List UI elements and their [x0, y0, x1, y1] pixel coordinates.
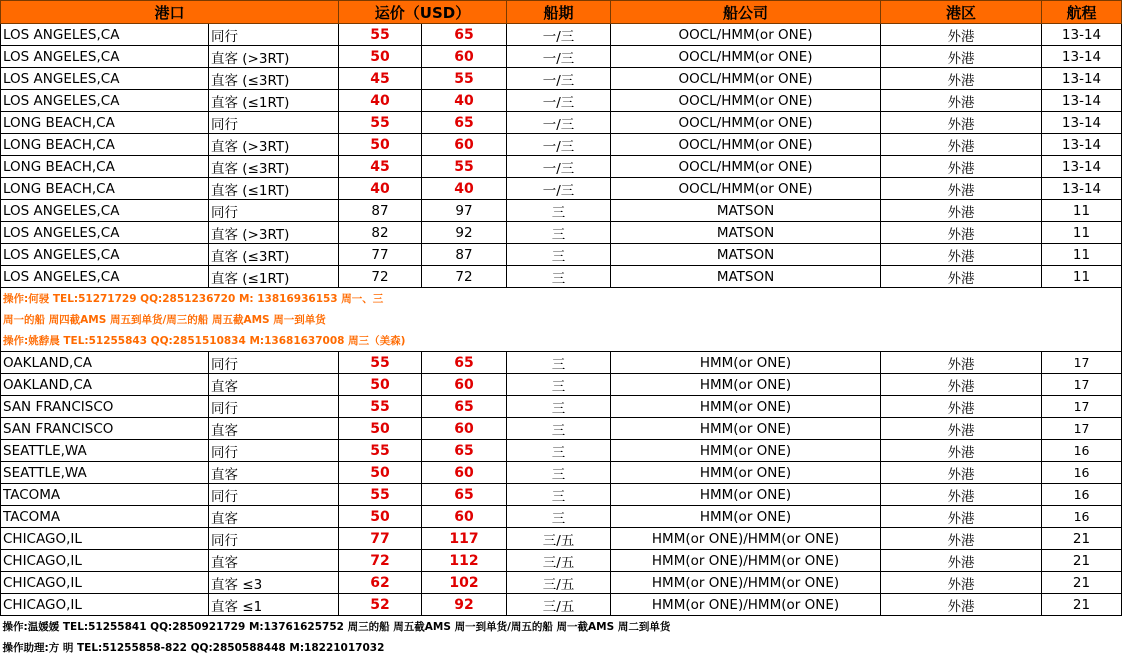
- transit-cell: 13-14: [1042, 90, 1122, 112]
- port-cell: SAN FRANCISCO: [1, 396, 209, 418]
- schedule-cell: 三/五: [507, 572, 611, 594]
- area-cell: 外港: [881, 24, 1042, 46]
- price-1-cell: 45: [339, 156, 422, 178]
- customer-type-cell: 直客 (≤1RT): [209, 178, 339, 200]
- header-freight: 运价（USD）: [339, 1, 507, 24]
- schedule-cell: 三/五: [507, 550, 611, 572]
- table-row: [1, 484, 1122, 506]
- schedule-cell: 一/三: [507, 156, 611, 178]
- customer-type-cell: 直客 (>3RT): [209, 134, 339, 156]
- area-cell: 外港: [881, 156, 1042, 178]
- port-cell: CHICAGO,IL: [1, 528, 209, 550]
- port-cell: SAN FRANCISCO: [1, 418, 209, 440]
- price-1-cell: 40: [339, 90, 422, 112]
- area-cell: 外港: [881, 550, 1042, 572]
- header-transit: 航程: [1042, 1, 1122, 24]
- price-1-cell: 87: [339, 200, 422, 222]
- table-row: [1, 440, 1122, 462]
- area-cell: 外港: [881, 440, 1042, 462]
- price-2-cell: 92: [422, 222, 507, 244]
- table-row: [1, 528, 1122, 550]
- schedule-cell: 三/五: [507, 528, 611, 550]
- customer-type-cell: 同行: [209, 200, 339, 222]
- price-2-cell: 65: [422, 484, 507, 506]
- customer-type-cell: 直客 (≤3RT): [209, 156, 339, 178]
- transit-cell: 13-14: [1042, 112, 1122, 134]
- carrier-cell: MATSON: [611, 222, 881, 244]
- carrier-cell: MATSON: [611, 266, 881, 288]
- carrier-cell: OOCL/HMM(or ONE): [611, 68, 881, 90]
- transit-cell: 16: [1042, 440, 1122, 462]
- transit-cell: 13-14: [1042, 46, 1122, 68]
- area-cell: 外港: [881, 484, 1042, 506]
- header-area: 港区: [881, 1, 1042, 24]
- price-1-cell: 50: [339, 374, 422, 396]
- schedule-cell: 三: [507, 440, 611, 462]
- schedule-cell: 一/三: [507, 90, 611, 112]
- price-2-cell: 72: [422, 266, 507, 288]
- header-carrier: 船公司: [611, 1, 881, 24]
- transit-cell: 21: [1042, 528, 1122, 550]
- port-cell: OAKLAND,CA: [1, 374, 209, 396]
- port-cell: LOS ANGELES,CA: [1, 200, 209, 222]
- transit-cell: 11: [1042, 222, 1122, 244]
- price-1-cell: 55: [339, 352, 422, 374]
- transit-cell: 13-14: [1042, 178, 1122, 200]
- customer-type-cell: 同行: [209, 396, 339, 418]
- customer-type-cell: 同行: [209, 440, 339, 462]
- customer-type-cell: 直客 (≤3RT): [209, 244, 339, 266]
- port-cell: LOS ANGELES,CA: [1, 24, 209, 46]
- assistant-note: 操作助理:方 明 TEL:51255858-822 QQ:2850588448 M:18221017032: [2, 642, 385, 654]
- customer-type-cell: 直客 (≤1RT): [209, 90, 339, 112]
- transit-cell: 11: [1042, 266, 1122, 288]
- port-cell: LOS ANGELES,CA: [1, 68, 209, 90]
- area-cell: 外港: [881, 506, 1042, 528]
- transit-cell: 13-14: [1042, 156, 1122, 178]
- area-cell: 外港: [881, 266, 1042, 288]
- table-row: [1, 572, 1122, 594]
- note-row: [1, 288, 1122, 310]
- area-cell: 外港: [881, 200, 1042, 222]
- table-row: [1, 112, 1122, 134]
- area-cell: 外港: [881, 374, 1042, 396]
- customer-type-cell: 直客: [209, 462, 339, 484]
- price-1-cell: 50: [339, 134, 422, 156]
- schedule-cell: 三: [507, 396, 611, 418]
- table-row: [1, 550, 1122, 572]
- carrier-cell: OOCL/HMM(or ONE): [611, 46, 881, 68]
- area-cell: 外港: [881, 112, 1042, 134]
- table-row: [1, 134, 1122, 156]
- note-row: [1, 309, 1122, 330]
- header-port: 港口: [1, 1, 339, 24]
- price-2-cell: 92: [422, 594, 507, 616]
- price-1-cell: 82: [339, 222, 422, 244]
- transit-cell: 21: [1042, 594, 1122, 616]
- table-row: [1, 68, 1122, 90]
- footer-note-row: [1, 637, 1122, 658]
- carrier-cell: HMM(or ONE): [611, 352, 881, 374]
- price-2-cell: 40: [422, 178, 507, 200]
- price-2-cell: 112: [422, 550, 507, 572]
- customer-type-cell: 同行: [209, 24, 339, 46]
- table-row: [1, 156, 1122, 178]
- table-row: [1, 46, 1122, 68]
- price-1-cell: 50: [339, 418, 422, 440]
- transit-cell: 13-14: [1042, 134, 1122, 156]
- price-1-cell: 55: [339, 24, 422, 46]
- area-cell: 外港: [881, 134, 1042, 156]
- carrier-cell: OOCL/HMM(or ONE): [611, 112, 881, 134]
- port-cell: SEATTLE,WA: [1, 462, 209, 484]
- schedule-cell: 三: [507, 418, 611, 440]
- price-1-cell: 55: [339, 440, 422, 462]
- price-1-cell: 55: [339, 396, 422, 418]
- price-2-cell: 65: [422, 352, 507, 374]
- area-cell: 外港: [881, 462, 1042, 484]
- customer-type-cell: 同行: [209, 528, 339, 550]
- carrier-cell: HMM(or ONE): [611, 374, 881, 396]
- schedule-cell: 三/五: [507, 594, 611, 616]
- schedule-cell: 三: [507, 352, 611, 374]
- table-row: [1, 178, 1122, 200]
- customer-type-cell: 直客 (≤3RT): [209, 68, 339, 90]
- carrier-cell: HMM(or ONE): [611, 506, 881, 528]
- carrier-cell: HMM(or ONE): [611, 462, 881, 484]
- price-1-cell: 45: [339, 68, 422, 90]
- note-row: [1, 330, 1122, 352]
- schedule-cell: 一/三: [507, 68, 611, 90]
- port-cell: OAKLAND,CA: [1, 352, 209, 374]
- customer-type-cell: 直客: [209, 506, 339, 528]
- transit-cell: 16: [1042, 484, 1122, 506]
- transit-cell: 21: [1042, 572, 1122, 594]
- transit-cell: 13-14: [1042, 68, 1122, 90]
- price-2-cell: 97: [422, 200, 507, 222]
- customer-type-cell: 直客 ≤3: [209, 572, 339, 594]
- price-1-cell: 55: [339, 484, 422, 506]
- port-cell: CHICAGO,IL: [1, 572, 209, 594]
- price-1-cell: 77: [339, 244, 422, 266]
- schedule-cell: 三: [507, 200, 611, 222]
- carrier-cell: HMM(or ONE): [611, 440, 881, 462]
- carrier-cell: MATSON: [611, 200, 881, 222]
- transit-cell: 17: [1042, 418, 1122, 440]
- area-cell: 外港: [881, 352, 1042, 374]
- customer-type-cell: 直客: [209, 550, 339, 572]
- area-cell: 外港: [881, 90, 1042, 112]
- price-2-cell: 87: [422, 244, 507, 266]
- customer-type-cell: 直客: [209, 418, 339, 440]
- table-row: [1, 594, 1122, 616]
- carrier-cell: HMM(or ONE): [611, 396, 881, 418]
- port-cell: LOS ANGELES,CA: [1, 266, 209, 288]
- transit-cell: 17: [1042, 396, 1122, 418]
- area-cell: 外港: [881, 528, 1042, 550]
- customer-type-cell: 直客: [209, 374, 339, 396]
- table-row: [1, 200, 1122, 222]
- schedule-cell: 三: [507, 244, 611, 266]
- transit-cell: 16: [1042, 462, 1122, 484]
- price-1-cell: 77: [339, 528, 422, 550]
- table-row: [1, 352, 1122, 374]
- transit-cell: 21: [1042, 550, 1122, 572]
- price-1-cell: 50: [339, 462, 422, 484]
- price-2-cell: 60: [422, 506, 507, 528]
- port-cell: TACOMA: [1, 484, 209, 506]
- carrier-cell: OOCL/HMM(or ONE): [611, 156, 881, 178]
- port-cell: LONG BEACH,CA: [1, 178, 209, 200]
- area-cell: 外港: [881, 418, 1042, 440]
- price-2-cell: 102: [422, 572, 507, 594]
- price-1-cell: 52: [339, 594, 422, 616]
- port-cell: LONG BEACH,CA: [1, 156, 209, 178]
- price-2-cell: 65: [422, 24, 507, 46]
- table-row: [1, 266, 1122, 288]
- price-2-cell: 40: [422, 90, 507, 112]
- price-2-cell: 55: [422, 156, 507, 178]
- port-cell: CHICAGO,IL: [1, 550, 209, 572]
- table-row: [1, 24, 1122, 46]
- schedule-cell: 三: [507, 484, 611, 506]
- price-2-cell: 60: [422, 374, 507, 396]
- transit-cell: 11: [1042, 200, 1122, 222]
- carrier-cell: OOCL/HMM(or ONE): [611, 178, 881, 200]
- operator-note: 操作:何骎 TEL:51271729 QQ:2851236720 M: 13816936153 周一、三: [1, 288, 1122, 310]
- schedule-cell: 三: [507, 506, 611, 528]
- carrier-cell: OOCL/HMM(or ONE): [611, 90, 881, 112]
- schedule-cell: 三: [507, 222, 611, 244]
- customer-type-cell: 同行: [209, 112, 339, 134]
- price-2-cell: 65: [422, 440, 507, 462]
- schedule-cell: 三: [507, 266, 611, 288]
- table-row: [1, 90, 1122, 112]
- schedule-cell: 一/三: [507, 178, 611, 200]
- carrier-cell: HMM(or ONE): [611, 484, 881, 506]
- port-cell: LONG BEACH,CA: [1, 112, 209, 134]
- transit-cell: 17: [1042, 374, 1122, 396]
- header-schedule: 船期: [507, 1, 611, 24]
- carrier-cell: OOCL/HMM(or ONE): [611, 24, 881, 46]
- price-1-cell: 62: [339, 572, 422, 594]
- table-row: [1, 374, 1122, 396]
- price-2-cell: 117: [422, 528, 507, 550]
- carrier-cell: HMM(or ONE)/HMM(or ONE): [611, 572, 881, 594]
- price-1-cell: 55: [339, 112, 422, 134]
- transit-cell: 16: [1042, 506, 1122, 528]
- operator-note: 操作:姚馞晨 TEL:51255843 QQ:2851510834 M:13681637008 周三（美森): [1, 330, 1122, 352]
- area-cell: 外港: [881, 46, 1042, 68]
- transit-cell: 11: [1042, 244, 1122, 266]
- carrier-cell: HMM(or ONE)/HMM(or ONE): [611, 550, 881, 572]
- schedule-cell: 一/三: [507, 46, 611, 68]
- price-1-cell: 40: [339, 178, 422, 200]
- price-2-cell: 65: [422, 396, 507, 418]
- customer-type-cell: 同行: [209, 484, 339, 506]
- schedule-cell: 一/三: [507, 24, 611, 46]
- customer-type-cell: 直客 (≤1RT): [209, 266, 339, 288]
- table-row: [1, 222, 1122, 244]
- schedule-cell: 三: [507, 462, 611, 484]
- carrier-cell: HMM(or ONE): [611, 418, 881, 440]
- carrier-cell: HMM(or ONE)/HMM(or ONE): [611, 528, 881, 550]
- port-cell: TACOMA: [1, 506, 209, 528]
- header-row: [1, 1, 1122, 24]
- customer-type-cell: 直客 (>3RT): [209, 222, 339, 244]
- port-cell: LONG BEACH,CA: [1, 134, 209, 156]
- transit-cell: 13-14: [1042, 24, 1122, 46]
- price-2-cell: 60: [422, 418, 507, 440]
- area-cell: 外港: [881, 178, 1042, 200]
- port-cell: LOS ANGELES,CA: [1, 90, 209, 112]
- operator-note: 操作:温媛媛 TEL:51255841 QQ:2850921729 M:13761625752 周三的船 周五截AMS 周一到单货/周五的船 周一截AMS 周二到单货: [2, 621, 671, 633]
- price-1-cell: 50: [339, 46, 422, 68]
- port-cell: LOS ANGELES,CA: [1, 244, 209, 266]
- area-cell: 外港: [881, 68, 1042, 90]
- area-cell: 外港: [881, 572, 1042, 594]
- table-row: [1, 244, 1122, 266]
- price-2-cell: 60: [422, 46, 507, 68]
- schedule-cell: 一/三: [507, 134, 611, 156]
- cutoff-note: 周一的船 周四截AMS 周五到单货/周三的船 周五截AMS 周一到单货: [1, 309, 1122, 330]
- area-cell: 外港: [881, 396, 1042, 418]
- table-row: [1, 506, 1122, 528]
- area-cell: 外港: [881, 222, 1042, 244]
- carrier-cell: MATSON: [611, 244, 881, 266]
- table-row: [1, 418, 1122, 440]
- price-1-cell: 72: [339, 550, 422, 572]
- port-cell: SEATTLE,WA: [1, 440, 209, 462]
- price-2-cell: 60: [422, 134, 507, 156]
- price-2-cell: 60: [422, 462, 507, 484]
- schedule-cell: 三: [507, 374, 611, 396]
- price-2-cell: 65: [422, 112, 507, 134]
- price-1-cell: 72: [339, 266, 422, 288]
- table-row: [1, 396, 1122, 418]
- area-cell: 外港: [881, 594, 1042, 616]
- table-row: [1, 462, 1122, 484]
- port-cell: LOS ANGELES,CA: [1, 46, 209, 68]
- transit-cell: 17: [1042, 352, 1122, 374]
- customer-type-cell: 直客 ≤1: [209, 594, 339, 616]
- port-cell: CHICAGO,IL: [1, 594, 209, 616]
- area-cell: 外港: [881, 244, 1042, 266]
- footer-note-row: [1, 616, 1122, 638]
- port-cell: LOS ANGELES,CA: [1, 222, 209, 244]
- customer-type-cell: 同行: [209, 352, 339, 374]
- customer-type-cell: 直客 (>3RT): [209, 46, 339, 68]
- schedule-cell: 一/三: [507, 112, 611, 134]
- price-1-cell: 50: [339, 506, 422, 528]
- price-2-cell: 55: [422, 68, 507, 90]
- carrier-cell: HMM(or ONE)/HMM(or ONE): [611, 594, 881, 616]
- carrier-cell: OOCL/HMM(or ONE): [611, 134, 881, 156]
